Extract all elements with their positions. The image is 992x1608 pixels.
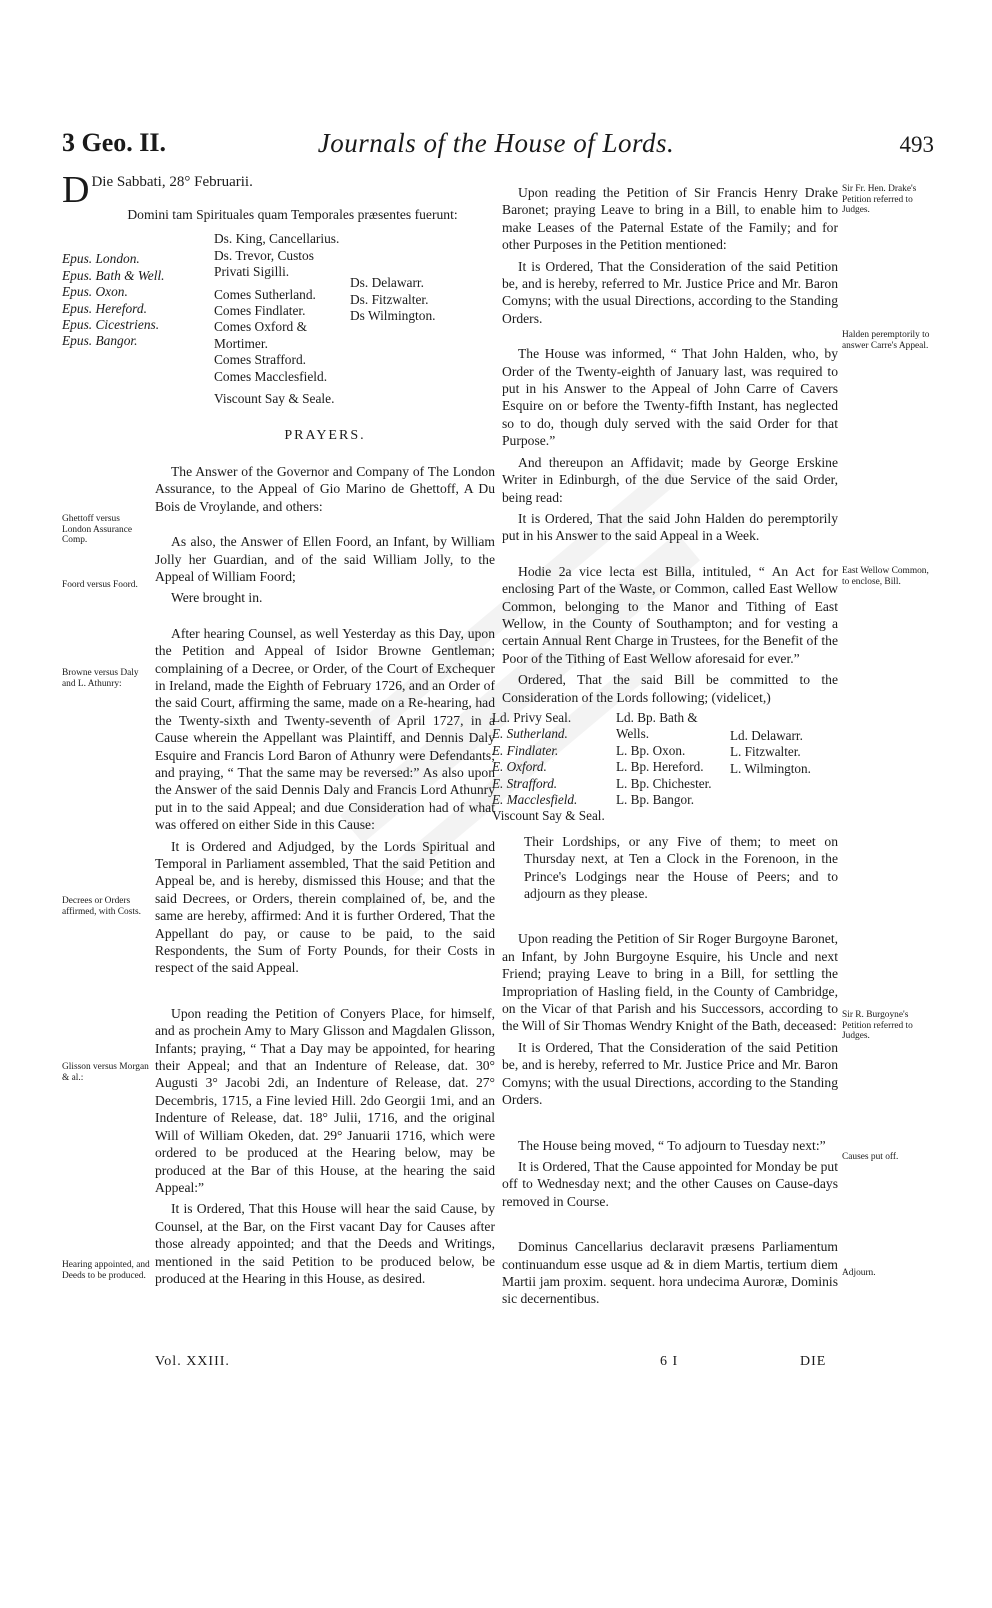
committee-list [492, 710, 838, 825]
prayers-heading: PRAYERS. [284, 428, 366, 444]
committee-member: Ld. Delawarr. [730, 727, 803, 743]
roster-entry: Ds. Fitzwalter. [350, 291, 429, 307]
page-number: 493 [899, 132, 934, 157]
committee-member: E. Oxford. [492, 759, 547, 775]
margin-note-glisson: Glisson versus Morgan & al.: [62, 1062, 149, 1083]
paragraph-adjourn-motion: The House being moved, “ To adjourn to Tuesday next:” [518, 1137, 826, 1153]
catchword: DIE [800, 1354, 827, 1369]
margin-note-burgoyne: Sir R. Burgoyne's Petition referred to Judges. [842, 1010, 913, 1042]
roster-entry: Epus. Bangor. [62, 333, 138, 349]
paragraph-committee-meeting: Their Lordships, or any Five of them; to meet on Thursday next, at Ten a Clock in the Forenoon, in the Prince's Lodgings near the House of Peers; and to adjourn as they please. [524, 833, 838, 902]
left-column [62, 169, 495, 1291]
margin-note-drake: Sir Fr. Hen. Drake's Petition referred to Judges. [842, 184, 917, 216]
roster-entry: Epus. London. [62, 251, 140, 267]
drop-cap: D [62, 169, 90, 211]
running-title: Journals of the House of Lords. [317, 128, 675, 158]
paragraph-burgoyne-order: It is Ordered, That the Consideration of the said Petition be, and is hereby, referred to Mr. Justice Price and Mr. Baron Comyns; with the usual Directions, according to the Standing Orders. [502, 1039, 838, 1108]
paragraph-halden-affidavit: And thereupon an Affidavit; made by George Erskine Writer in Edinburgh, of the due Service of the said Order, being read: [502, 454, 838, 505]
right-column [492, 174, 838, 1312]
left-body [62, 427, 495, 1287]
committee-member: Viscount Say & Seal. [492, 808, 605, 824]
committee-member: L. Bp. Bangor. [616, 792, 695, 807]
paragraph-adjournment: Dominus Cancellarius declaravit præsens Parliamentum continuandum esse usque ad & in diem Martis, tertium diem Martii jam proxim. sequent. hora undecima Auroræ, Dominis sic decernentibus. [502, 1239, 838, 1307]
paragraph-drake-order: It is Ordered, That the Consideration of the said Petition be, and is hereby, referred to Mr. Justice Price and Mr. Baron Comyns; with the usual Directions, according to the Standing Orders. [502, 258, 838, 326]
committee-member: L. Bp. Oxon. [616, 742, 686, 758]
paragraph-halden-informed: The House was informed, “ That John Halden, who, by Order of the Twenty-eighth of January last, was required to put in his Answer to the Appeal of John Carre of Cavers Esquire on or before the Twenty-fifth Instant, has neglected so to do, though duly served with the said Order for that Purpose.” [502, 346, 838, 449]
margin-note-decrees-affirmed: Decrees or Orders affirmed, with Costs. [62, 896, 141, 917]
margin-note-adjourn: Adjourn. [842, 1268, 876, 1278]
paragraph-london-assurance: The Answer of the Governor and Company of The London Assurance, to the Appeal of Gio Marino de Ghettoff, A Du Bois de Vroylande, and others: [155, 463, 495, 514]
committee-member: L. Bp. Hereford. [616, 759, 704, 775]
attendance-roster [62, 231, 495, 407]
committee-member: E. Findlater. [492, 742, 559, 758]
margin-note-causes: Causes put off. [842, 1152, 899, 1162]
paragraph-browne-order: It is Ordered and Adjudged, by the Lords Spiritual and Temporal in Parliament assembled, That the said Petition and Appeal be, and is hereby, dismissed this House; and that the said Decrees, or Orders, therein complained of, be, and the same are hereby, affirmed: And it is further Ordered, That the Appellant do pay, or cause to be paid, to the said Respondents, the Sum of Forty Pounds, for their Costs in respect of the said Appeal. [155, 838, 495, 976]
sitting-date: D Die Sabbati, 28° Februarii. [62, 169, 253, 211]
roster-barons [350, 231, 450, 407]
paragraph-east-wellow-bill: Hodie 2a vice lecta est Billa, intituled, “ An Act for enclosing Part of the Waste, or Common, called East Wellow Common, belonging to the Manor and Tithing of East Wellow, in the County of Southampton; and for vesting a certain Annual Rent Charge in Trustees, for the Benefit of the Poor of the Tithing of East Wellow aforesaid for ever.” [502, 563, 838, 666]
committee-column-3 [730, 710, 838, 825]
paragraph-causes-put-off: It is Ordered, That the Cause appointed for Monday be put off to Wednesday next; and the other Causes on Cause-days removed in Course. [502, 1158, 838, 1209]
paragraph-drake-petition: Upon reading the Petition of Sir Francis Henry Drake Baronet; praying Leave to bring in a Bill, to enable him to make Leases of the Paternal Estate of the Family; and for other Purposes in the Petition mentioned: [502, 185, 838, 253]
signature-mark: 6 I [660, 1354, 679, 1369]
roster-entry: Comes Oxford & Mortimer. [214, 319, 307, 351]
margin-note-hearing-appointed: Hearing appointed, and Deeds to be produced. [62, 1260, 150, 1281]
roster-entry: Epus. Bath & Well. [62, 267, 165, 283]
volume-label: Vol. XXIII. [155, 1354, 230, 1369]
paragraph-committee-order: Ordered, That the said Bill be committed to the Consideration of the Lords following; (videlicet,) [502, 672, 838, 705]
roster-entry: Comes Strafford. [214, 352, 306, 368]
roster-entry: Comes Sutherland. [214, 286, 316, 302]
roster-lords [214, 231, 346, 407]
roster-entry: Ds. Trevor, Custos Privati Sigilli. [214, 247, 314, 280]
margin-note-halden: Halden peremptorily to answer Carre's Appeal. [842, 330, 930, 351]
margin-note-east-wellow: East Wellow Common, to enclose, Bill. [842, 566, 929, 587]
paragraph-halden-order: It is Ordered, That the said John Halden do peremptorily put in his Answer to the said Appeal in a Week. [502, 510, 838, 544]
margin-note-ghettoff: Ghettoff versus London Assurance Comp. [62, 514, 133, 546]
committee-member: Ld. Privy Seal. [492, 709, 572, 725]
committee-column-1 [492, 710, 610, 825]
paragraph-glisson-petition: Upon reading the Petition of Conyers Place, for himself, and as prochein Amy to Mary Glisson and Magdalen Glisson, Infants; praying, “ That a Day may be appointed, for hearing their Appeal; and that an Indenture of Release, dat. 30° Augusti 3° Jacobi 2di, an Indenture of Release, dat. 27° Decembris, 1715, a Fine levied Hill. 2do Georgii 1mi, and an Indenture of Release, dat. 18° Julii, 1716, and the original Will of William Okeden, dat. 29° Januarii 1716, which were ordered to be produced at the Hearing below, may be produced at the Bar of this House, at the hearing the said Appeal:” [155, 1005, 495, 1195]
committee-column-2 [616, 710, 724, 825]
paragraph-glisson-order: It is Ordered, That this House will hear the said Cause, by Counsel, at the Bar, on the First vacant Day for Causes after those already appointed; and that the Deeds and Writings, mentioned in the said Petition to be produced below, be produced at the Hearing in this House, as desired. [155, 1201, 495, 1286]
committee-member: L. Wilmington. [730, 760, 811, 776]
committee-member: E. Strafford. [492, 775, 558, 791]
committee-member: Ld. Bp. Bath & Wells. [616, 709, 698, 742]
roster-entry: Ds. King, Cancellarius. [214, 231, 340, 247]
committee-member: L. Bp. Chichester. [616, 775, 712, 791]
roster-entry: Viscount Say & Seale. [214, 391, 335, 407]
roster-entry: Comes Findlater. [214, 303, 306, 319]
committee-member: E. Macclesfield. [492, 792, 578, 807]
roster-bishops [62, 231, 210, 407]
margin-note-foord: Foord versus Foord. [62, 580, 138, 590]
roster-entry: Comes Macclesfield. [214, 368, 328, 384]
paragraph-foord-answer: As also, the Answer of Ellen Foord, an Infant, by William Jolly her Guardian, and of the said William Jolly, to the Appeal of William Foord; [155, 534, 495, 584]
roster-entry: Epus. Cicestriens. [62, 317, 160, 333]
committee-member: L. Fitzwalter. [730, 744, 801, 760]
paragraph-brought-in: Were brought in. [171, 590, 263, 606]
committee-member: E. Sutherland. [492, 726, 568, 742]
roster-entry: Ds. Delawarr. [350, 275, 424, 291]
roster-entry: Epus. Oxon. [62, 284, 128, 300]
margin-note-browne: Browne versus Daly and L. Athunry: [62, 668, 139, 689]
roster-entry: Ds Wilmington. [350, 308, 436, 324]
regnal-year: 3 Geo. II. [62, 128, 166, 157]
paragraph-browne-appeal: After hearing Counsel, as well Yesterday as this Day, upon the Petition and Appeal of Isidor Browne Gentleman; complaining of a Decree, or Order, of the Court of Exchequer in Ireland, made the Eighth of February 1726, and an Order of the said Court, affirming the same, made on a Re-hearing, had the Twenty-sixth and Twenty-seventh of April 1727, in a Cause wherein the Appellant was Plaintiff, and Dennis Daly Esquire and Francis Lord Baron of Athunry were Defendants; and praying, “ That the same may be reversed:” As also upon the Answer of the said Dennis Daly and Francis Lord Athunry put in to the said Appeal; and due Consideration had of what was offered on either Side in this Cause: [155, 625, 495, 833]
present-lords-intro: Domini tam Spirituales quam Temporales præsentes fuerunt: [127, 207, 458, 222]
roster-entry: Epus. Hereford. [62, 300, 147, 316]
paragraph-burgoyne-petition: Upon reading the Petition of Sir Roger Burgoyne Baronet, an Infant, by John Burgoyne Esquire, his Uncle and next Friend; praying Leave to bring in a Bill, for settling the Impropriation of Hasling field, in the County of Cambridge, on the Vicar of that Parish and his Successors, according to the Will of Sir Thomas Wendry Knight of the Bath, deceased: [502, 931, 838, 1034]
